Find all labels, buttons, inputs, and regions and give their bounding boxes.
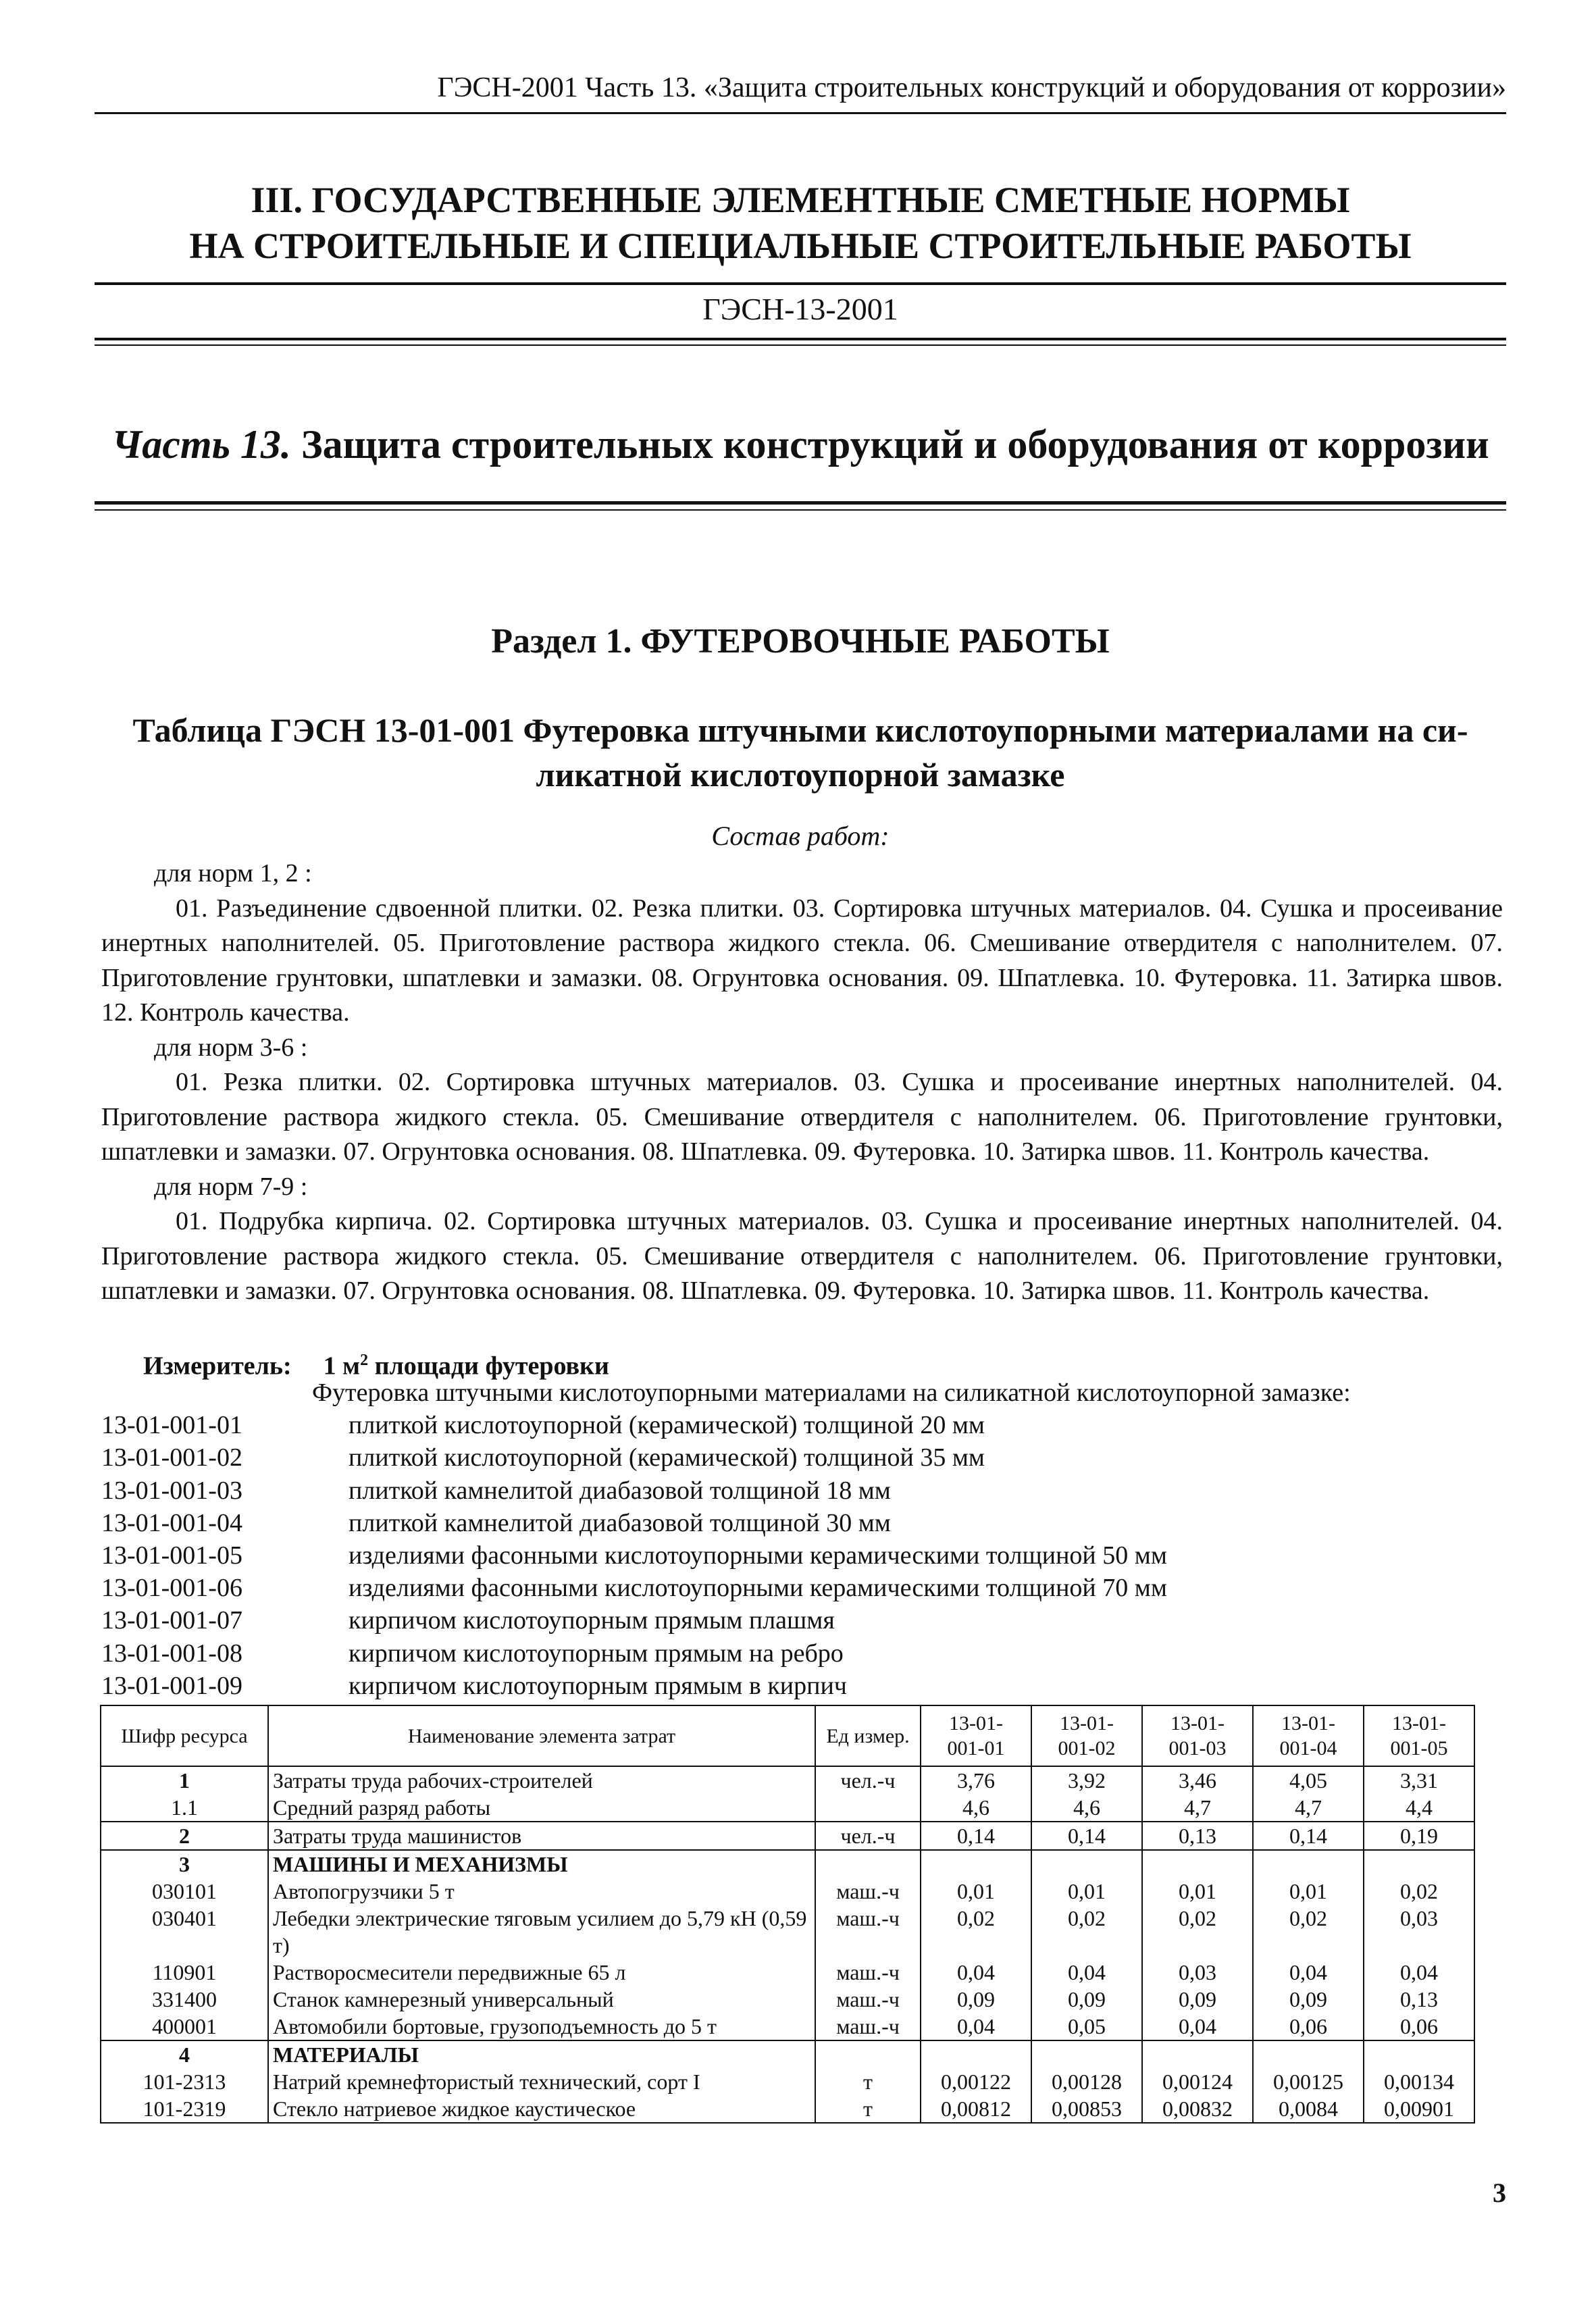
work-composition-title: Состав работ: [711, 821, 890, 851]
part-rule-1 [95, 501, 1506, 505]
row-unit: т [815, 2068, 921, 2095]
norm-group-text: 01. Резка плитки. 02. Сортировка штучных материалов. 03. Сушка и просеивание инертных наполнителей. 04. Приготовление раствора жидкого стекла. 05. Смешивание отвердителя с наполнителем. 06. Приготовление грунтовки, шпатлевки и замазки. 07. Огрунтовка основания. 08. Шпатлевка. 09. Футеровка. 10. Затирка швов. 11. Контроль качества. [101, 1068, 1503, 1166]
header-norm-line2: 001-05 [1390, 1737, 1448, 1759]
row-code: 4 [101, 2040, 268, 2068]
variant-text: плиткой кислотоупорной (керамической) толщиной 20 мм [349, 1411, 985, 1440]
row-value: 0,03 [1142, 1959, 1253, 1986]
row-value: 0,02 [921, 1905, 1031, 1959]
row-value: 0,03 [1364, 1905, 1474, 1959]
resource-table [100, 1705, 1475, 2124]
row-value: 3,46 [1142, 1766, 1253, 1794]
header-norm-line1: 13-01- [1281, 1712, 1335, 1734]
header-name: Наименование элемента затрат [268, 1705, 815, 1766]
variant-row [101, 1637, 1520, 1670]
table-row [101, 1794, 1474, 1822]
row-value: 0,02 [1142, 1905, 1253, 1959]
row-value [1142, 1850, 1253, 1878]
row-code: 110901 [101, 1959, 268, 1986]
row-value: 0,04 [921, 2013, 1031, 2040]
variant-text: плиткой камнелитой диабазовой толщиной 18 мм [349, 1476, 891, 1505]
row-value: 4,4 [1364, 1794, 1474, 1822]
row-code: 3 [101, 1850, 268, 1878]
row-name: Лебедки электрические тяговым усилием до 5,79 кН (0,59 т) [268, 1905, 815, 1959]
row-code: 1.1 [101, 1794, 268, 1822]
row-unit [815, 1794, 921, 1822]
variant-row [101, 1441, 1520, 1474]
variant-text: плиткой камнелитой диабазовой толщиной 30 мм [349, 1508, 891, 1537]
row-value: 0,0084 [1253, 2095, 1364, 2123]
row-value: 0,04 [1364, 1959, 1474, 1986]
row-value: 4,7 [1142, 1794, 1253, 1822]
row-value: 0,01 [921, 1878, 1031, 1905]
table-row [101, 2040, 1474, 2068]
row-value: 0,00125 [1253, 2068, 1364, 2095]
header-norm-line2: 001-03 [1168, 1737, 1227, 1759]
header-rule [95, 112, 1506, 114]
header-norm-line2: 001-04 [1279, 1737, 1337, 1759]
variant-code: 13-01-001-07 [101, 1606, 242, 1635]
variant-row [101, 1409, 1520, 1441]
row-value: 0,09 [1253, 1986, 1364, 2013]
table-header-row [101, 1705, 1474, 1766]
header-norm-column [1364, 1705, 1474, 1766]
variant-text: плиткой кислотоупорной (керамической) толщиной 35 мм [349, 1443, 985, 1472]
variant-row [101, 1670, 1520, 1702]
row-value: 0,04 [1253, 1959, 1364, 1986]
row-value: 0,19 [1364, 1822, 1474, 1850]
row-value: 0,00134 [1364, 2068, 1474, 2095]
header-norm-line1: 13-01- [949, 1712, 1003, 1734]
row-name: Стекло натриевое жидкое каустическое [268, 2095, 815, 2123]
meter-value-suffix: площади футеровки [368, 1352, 609, 1381]
row-value [1364, 1850, 1474, 1878]
header-norm-line2: 001-02 [1058, 1737, 1116, 1759]
row-code: 030101 [101, 1878, 268, 1905]
row-value: 0,09 [1031, 1986, 1142, 2013]
row-value: 3,76 [921, 1766, 1031, 1794]
table-row [101, 1766, 1474, 1794]
row-value: 4,7 [1253, 1794, 1364, 1822]
row-value: 0,04 [921, 1959, 1031, 1986]
variant-text: кирпичом кислотоупорным прямым в кирпич [349, 1671, 847, 1700]
row-code: 331400 [101, 1986, 268, 2013]
row-value: 0,04 [1142, 2013, 1253, 2040]
table-row [101, 1822, 1474, 1850]
part-rule-2 [95, 509, 1506, 511]
row-unit [815, 2040, 921, 2068]
table-title-line1: Таблица ГЭСН 13-01-001 Футеровка штучными кислотоупорными материалами на си- [132, 711, 1468, 749]
row-value: 0,00853 [1031, 2095, 1142, 2123]
header-norm-line1: 13-01- [1060, 1712, 1114, 1734]
norm-variants [101, 1377, 1520, 1702]
row-code: 101-2319 [101, 2095, 268, 2123]
table-title-line2: ликатной кислотоупорной замазке [536, 756, 1065, 794]
row-value: 0,01 [1031, 1878, 1142, 1905]
meter-value-sup: 2 [360, 1352, 369, 1369]
row-value: 0,02 [1031, 1905, 1142, 1959]
row-value [1253, 2040, 1364, 2068]
row-value: 0,00128 [1031, 2068, 1142, 2095]
row-value [1031, 2040, 1142, 2068]
table-row [101, 1986, 1474, 2013]
row-value: 0,00124 [1142, 2068, 1253, 2095]
row-value: 0,14 [1031, 1822, 1142, 1850]
variant-code: 13-01-001-09 [101, 1671, 242, 1700]
variants-group-title: Футеровка штучными кислотоупорными материалами на силикатной кислотоупорной замазке: [312, 1379, 1351, 1407]
header-norm-column [1142, 1705, 1253, 1766]
table-title [95, 708, 1506, 797]
header-code: Шифр ресурса [101, 1705, 268, 1766]
row-value: 0,06 [1364, 2013, 1474, 2040]
header-norm-line1: 13-01- [1392, 1712, 1446, 1734]
row-value: 0,09 [1142, 1986, 1253, 2013]
variant-code: 13-01-001-02 [101, 1443, 242, 1472]
row-value: 0,02 [1253, 1905, 1364, 1959]
norm-group-text: 01. Подрубка кирпича. 02. Сортировка штучных материалов. 03. Сушка и просеивание инертных наполнителей. 04. Приготовление раствора жидкого стекла. 05. Смешивание отвердителя с наполнителем. 06. Приготовление грунтовки, шпатлевки и замазки. 07. Огрунтовка основания. 08. Шпатлевка. 09. Футеровка. 10. Затирка швов. 11. Контроль качества. [101, 1207, 1503, 1305]
variant-code: 13-01-001-06 [101, 1574, 242, 1603]
heading-rule-bottom-2 [95, 344, 1506, 346]
header-norm-line1: 13-01- [1170, 1712, 1225, 1734]
row-code: 2 [101, 1822, 268, 1850]
row-value [921, 2040, 1031, 2068]
row-value: 0,00122 [921, 2068, 1031, 2095]
variant-code: 13-01-001-08 [101, 1639, 242, 1668]
row-unit: маш.-ч [815, 2013, 921, 2040]
meter-value-prefix: 1 м [323, 1352, 361, 1381]
variant-row [101, 1474, 1520, 1507]
row-unit: чел.-ч [815, 1822, 921, 1850]
row-value: 0,13 [1142, 1822, 1253, 1850]
table-row [101, 1905, 1474, 1959]
row-value: 0,00901 [1364, 2095, 1474, 2123]
variant-row [101, 1604, 1520, 1637]
variant-row [101, 1539, 1520, 1572]
row-name: МАШИНЫ И МЕХАНИЗМЫ [268, 1850, 815, 1878]
heading-rule-bottom-1 [95, 338, 1506, 340]
page-number: 3 [1493, 2178, 1506, 2208]
header-norm-column [921, 1705, 1031, 1766]
row-name: Натрий кремнефтористый технический, сорт I [268, 2068, 815, 2095]
row-code: 101-2313 [101, 2068, 268, 2095]
main-heading [95, 177, 1506, 269]
row-unit: т [815, 2095, 921, 2123]
heading-rule-top [95, 282, 1506, 285]
table-row [101, 1850, 1474, 1878]
variant-code: 13-01-001-05 [101, 1541, 242, 1570]
row-value [1031, 1850, 1142, 1878]
section-title: Раздел 1. ФУТЕРОВОЧНЫЕ РАБОТЫ [491, 622, 1110, 661]
row-code: 1 [101, 1766, 268, 1794]
row-name: Средний разряд работы [268, 1794, 815, 1822]
row-value: 0,01 [1142, 1878, 1253, 1905]
row-value: 0,00812 [921, 2095, 1031, 2123]
main-heading-line2: НА СТРОИТЕЛЬНЫЕ И СПЕЦИАЛЬНЫЕ СТРОИТЕЛЬНЫЕ РАБОТЫ [189, 226, 1412, 266]
row-value: 0,05 [1031, 2013, 1142, 2040]
row-value: 0,02 [1364, 1878, 1474, 1905]
row-name: Автомобили бортовые, грузоподъемность до 5 т [268, 2013, 815, 2040]
row-name: Растворосмесители передвижные 65 л [268, 1959, 815, 1986]
row-value: 0,14 [1253, 1822, 1364, 1850]
part-label: Часть 13. [111, 422, 291, 467]
row-value: 4,05 [1253, 1766, 1364, 1794]
header-norm-column [1253, 1705, 1364, 1766]
gesn-code: ГЭСН-13-2001 [702, 292, 898, 326]
row-value: 0,13 [1364, 1986, 1474, 2013]
variant-row [101, 1572, 1520, 1604]
table-row [101, 2095, 1474, 2123]
row-unit: маш.-ч [815, 1905, 921, 1959]
row-value: 0,04 [1031, 1959, 1142, 1986]
variant-text: кирпичом кислотоупорным прямым плашмя [349, 1606, 835, 1635]
row-name: МАТЕРИАЛЫ [268, 2040, 815, 2068]
row-value: 3,31 [1364, 1766, 1474, 1794]
row-value: 0,06 [1253, 2013, 1364, 2040]
variant-text: изделиями фасонными кислотоупорными керамическими толщиной 50 мм [349, 1541, 1167, 1570]
row-value: 0,14 [921, 1822, 1031, 1850]
row-name: Автопогрузчики 5 т [268, 1878, 815, 1905]
header-unit: Ед измер. [815, 1705, 921, 1766]
row-value: 3,92 [1031, 1766, 1142, 1794]
row-code: 030401 [101, 1905, 268, 1959]
row-unit: маш.-ч [815, 1878, 921, 1905]
variant-text: кирпичом кислотоупорным прямым на ребро [349, 1639, 844, 1668]
norm-group-label: для норм 7-9 : [154, 1172, 308, 1201]
row-code: 400001 [101, 2013, 268, 2040]
variant-code: 13-01-001-04 [101, 1508, 242, 1537]
table-row [101, 2013, 1474, 2040]
running-header: ГЭСН-2001 Часть 13. «Защита строительных конструкций и оборудования от коррозии» [437, 72, 1506, 103]
header-norm-column [1031, 1705, 1142, 1766]
row-unit: чел.-ч [815, 1766, 921, 1794]
row-value [1253, 1850, 1364, 1878]
work-composition [101, 856, 1503, 1309]
variant-code: 13-01-001-03 [101, 1476, 242, 1505]
variant-code: 13-01-001-01 [101, 1411, 242, 1440]
norm-group-text: 01. Разъединение сдвоенной плитки. 02. Резка плитки. 03. Сортировка штучных материалов. 04. Сушка и просеивание инертных наполнителей. 05. Приготовление раствора жидкого стекла. 06. Смешивание отвердителя с наполнителем. 07. Приготовление грунтовки, шпатлевки и замазки. 08. Огрунтовка основания. 09. Шпатлевка. 10. Футеровка. 11. Затирка швов. 12. Контроль качества. [101, 894, 1503, 1027]
part-name: Защита строительных конструкций и оборудования от коррозии [301, 422, 1489, 467]
variant-row [101, 1507, 1520, 1539]
row-name: Станок камнерезный универсальный [268, 1986, 815, 2013]
table-row [101, 2068, 1474, 2095]
norm-group-label: для норм 1, 2 : [154, 859, 312, 888]
variant-text: изделиями фасонными кислотоупорными керамическими толщиной 70 мм [349, 1574, 1167, 1603]
norm-group-label: для норм 3-6 : [154, 1033, 308, 1062]
row-name: Затраты труда рабочих-строителей [268, 1766, 815, 1794]
row-value [1142, 2040, 1253, 2068]
meter-label: Измеритель: [143, 1352, 292, 1381]
header-norm-line2: 001-01 [947, 1737, 1005, 1759]
row-value [1364, 2040, 1474, 2068]
row-value: 0,00832 [1142, 2095, 1253, 2123]
row-unit: маш.-ч [815, 1959, 921, 1986]
row-name: Затраты труда машинистов [268, 1822, 815, 1850]
row-value: 0,09 [921, 1986, 1031, 2013]
table-row [101, 1878, 1474, 1905]
main-heading-line1: III. ГОСУДАРСТВЕННЫЕ ЭЛЕМЕНТНЫЕ СМЕТНЫЕ НОРМЫ [251, 180, 1350, 220]
table-row [101, 1959, 1474, 1986]
row-unit: маш.-ч [815, 1986, 921, 2013]
row-value: 0,01 [1253, 1878, 1364, 1905]
row-value: 4,6 [1031, 1794, 1142, 1822]
row-value [921, 1850, 1031, 1878]
row-unit [815, 1850, 921, 1878]
part-title [95, 419, 1506, 470]
row-value: 4,6 [921, 1794, 1031, 1822]
